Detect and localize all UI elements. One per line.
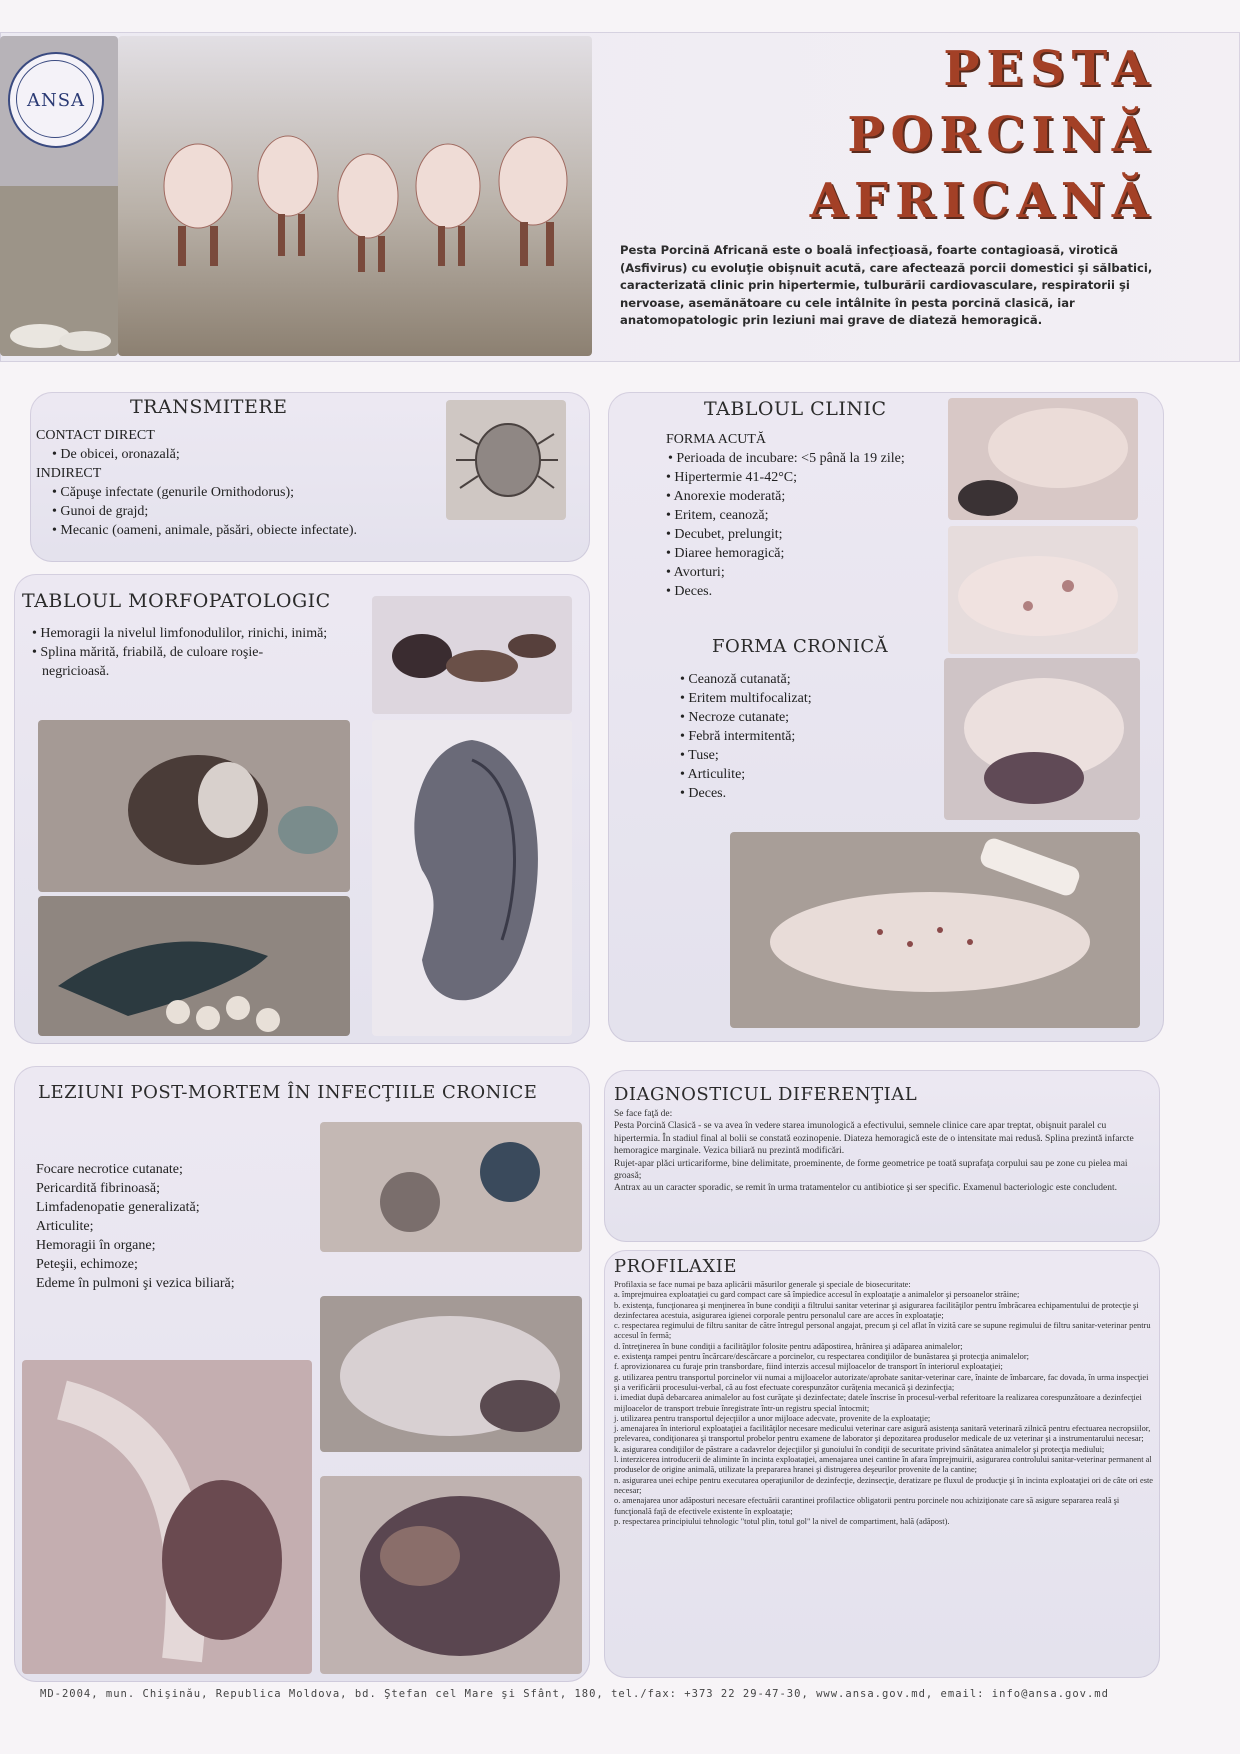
acuta-item: • Decubet, prelungit; <box>666 527 783 542</box>
cronica-item-text: Ceanoză cutanată; <box>688 672 791 687</box>
profilaxie-item: f. aprovizionarea cu furaje prin transbordare, fiind interzis accesul mijloacelor de transport în interiorul exploataţiei; <box>614 1362 1003 1372</box>
acuta-item: • Hipertermie 41-42°C; <box>666 470 798 485</box>
leziuni-photo-skin <box>320 1122 582 1252</box>
profilaxie-item: g. utilizarea pentru transportul porcinelor vii numai a mijloacelor autorizate/aprobate sanitar-veterinar care, înainte de îmbarcare, fac dovada, în urma inspecţiei şi a verificării procesului-verbal, că au fost efectuate corespunzător curăţenia mecanică şi dezinfecţia; <box>614 1372 1149 1392</box>
morfo-photo-kidney <box>372 720 572 1036</box>
indirect-item-text: Mecanic (oameni, animale, păsări, obiecte infectate). <box>60 523 357 538</box>
acuta-item-text: Eritem, ceanoză; <box>674 508 769 523</box>
indirect-item: • Gunoi de grajd; <box>52 504 149 519</box>
contact-direct-item: • De obicei, oronazală; <box>52 447 180 462</box>
morfo-list <box>30 624 330 681</box>
clinic-photo-1 <box>948 398 1138 520</box>
cronica-item-text: Eritem multifocalizat; <box>688 691 812 706</box>
profilaxie-item: n. asigurarea unei echipe pentru executarea operaţiunilor de dezinfecţie, dezinsecţie, deratizare pe fluxul de producţie şi în incinta exploataţiei ori de câte ori este necesar; <box>614 1475 1154 1495</box>
morfo-title: TABLOUL MORFOPATOLOGIC <box>22 590 331 612</box>
acuta-item-text: Anorexie moderată; <box>673 489 786 504</box>
morfo-item-text: Hemoragii la nivelul limfonodulilor, rinichi, inimă; <box>40 626 328 641</box>
contact-direct-item-text: De obicei, oronazală; <box>60 447 180 462</box>
cronica-item: • Tuse; <box>680 748 719 763</box>
clinic-photo-pig <box>730 832 1140 1028</box>
morfo-item: • Splina mărită, friabilă, de culoare roşie-negricioasă. <box>32 645 264 679</box>
ansa-logo-text: ANSA <box>26 90 86 111</box>
header-piglets-photo <box>118 36 592 356</box>
tick-photo <box>446 400 566 520</box>
leziuni-list <box>36 1160 306 1293</box>
profilaxie-item: p. respectarea principiului tehnologic "totul plin, totul gol" la nivel de compartiment, hală (adăpost). <box>614 1516 950 1526</box>
cronica-item-text: Tuse; <box>688 748 719 763</box>
cronica-item: • Eritem multifocalizat; <box>680 691 812 706</box>
leziuni-photo-organ <box>320 1476 582 1674</box>
acuta-item: • Deces. <box>666 584 713 599</box>
forma-cronica-title: FORMA CRONICĂ <box>712 636 889 657</box>
morfo-photo-lymph <box>38 720 350 892</box>
morfo-item-text: Splina mărită, friabilă, de culoare roşie-negricioasă. <box>40 645 264 679</box>
title-line-2: PORCINĂ <box>847 107 1156 163</box>
profilaxie-item: j. amenajarea în interiorul exploataţiei a facilităţilor necesare medicului veterinar care asigură asistenţa sanitară veterinară zilnică pentru efectuarea necropsiilor, prelevarea, condiţionarea şi transportul probelor pentru examene de laborator şi depozitarea produselor medicale de uz veterinar şi a instrumentarului necesar; <box>614 1424 1151 1444</box>
cronica-item: • Febră intermitentă; <box>680 729 796 744</box>
acuta-item-text: Perioada de incubare: <5 până la 19 zile; <box>676 451 905 466</box>
diagnostic-paragraph: Pesta Porcină Clasică - se va avea în vedere starea imunologică a efectivului, semnele clinice care apar treptat, obişnuit paralel cu hipertermia. În stadiul final al bolii se constată eozinopenie. Diateza hemoragică este de o intensitate mai redusă. Splina prezintă infarcte hemoragice marginale. Vezica biliară nu prezintă modificări. <box>614 1121 1134 1157</box>
ansa-logo <box>8 52 104 148</box>
indirect-item: • Mecanic (oameni, animale, păsări, obiecte infectate). <box>52 523 357 538</box>
cronica-item: • Necroze cutanate; <box>680 710 790 725</box>
profilaxie-body <box>614 1280 1154 1527</box>
leziuni-item: Articulite; <box>36 1219 94 1234</box>
diagnostic-title: DIAGNOSTICUL DIFERENŢIAL <box>614 1084 918 1105</box>
diagnostic-paragraph: Rujet-apar plăci urticariforme, bine delimitate, proeminente, de forme geometrice pe toată suprafaţa corpului sau pe zone cu pielea mai groasă; <box>614 1158 1128 1182</box>
cronica-item-text: Deces. <box>688 786 727 801</box>
acuta-item-text: Diaree hemoragică; <box>674 546 785 561</box>
clinic-photo-3 <box>944 658 1140 820</box>
profilaxie-item: o. amenajarea unor adăposturi necesare efectuării carantinei profilactice obligatorii pentru porcinele nou achiziţionate care să asigure separarea reală şi funcţională faţă de efectivele existente în exploataţie; <box>614 1496 1120 1516</box>
cronica-item-text: Febră intermitentă; <box>688 729 796 744</box>
forma-acuta-label: FORMA ACUTĂ <box>666 432 766 447</box>
cronica-list <box>680 670 930 803</box>
profilaxie-item: k. asigurarea condiţiilor de păstrare a cadavrelor dejecţiilor şi gunoiului în condiţii de securitate privind sănătatea animalelor şi protecţia mediului; <box>614 1444 1105 1454</box>
acuta-item-text: Avorturi; <box>673 565 725 580</box>
clinic-title: TABLOUL CLINIC <box>704 398 887 420</box>
morfo-photo-spleen <box>38 896 350 1036</box>
footer-address: MD-2004, mun. Chişinău, Republica Moldova, bd. Ştefan cel Mare şi Sfânt, 180, tel./fax: +373 22 29-47-30, www.ansa.gov.md, email: info@ansa.gov.md <box>40 1688 1109 1700</box>
cronica-item-text: Articulite; <box>687 767 746 782</box>
contact-direct-label: CONTACT DIRECT <box>36 428 155 443</box>
diagnostic-body <box>614 1108 1154 1195</box>
profilaxie-item: e. existenţa rampei pentru încărcare/descărcare a porcinelor, cu respectarea condiţiilor de bunăstarea şi protecţia animalelor; <box>614 1352 1029 1362</box>
leziuni-item: Limfadenopatie generalizată; <box>36 1200 200 1215</box>
indirect-item-text: Gunoi de grajd; <box>60 504 149 519</box>
profilaxie-item: l. interzicerea introducerii de aliminte în incinta exploataţiei, amenajarea unei cantine în afara împrejmuirii, asigurarea controlului sanitar-veterinar permanent al produselor de origine animală, utilizate la prepararea hranei şi distrugerea deşeurilor provenite de la cantine; <box>614 1455 1152 1475</box>
leziuni-item: Peteşii, echimoze; <box>36 1257 138 1272</box>
profilaxie-item: b. existenţa, funcţionarea şi menţinerea în bune condiţii a filtrului sanitar veterinar şi asigurarea facilităţilor pentru îmbrăcarea echipamentului de protecţie şi dezinfectarea acestuia, asigurarea igienei corporale pentru personalul care are acces în exploataţie; <box>614 1300 1139 1320</box>
morfo-photo-organs <box>372 596 572 714</box>
title-line-1: PESTA <box>943 41 1156 97</box>
title-line-3: AFRICANĂ <box>809 173 1156 229</box>
leziuni-item: Edeme în pulmoni şi vezica biliară; <box>36 1276 235 1291</box>
profilaxie-item: c. respectarea regimului de filtru sanitar de către întregul personal angajat, precum şi cel aflat în vizită care se supune regimului de filtru sanitar-veterinar pentru accesul în fermă; <box>614 1321 1151 1341</box>
acuta-item: • Avorturi; <box>666 565 725 580</box>
acuta-item: • Anorexie moderată; <box>666 489 786 504</box>
acuta-item: • Eritem, ceanoză; <box>666 508 769 523</box>
cronica-item-text: Necroze cutanate; <box>688 710 790 725</box>
acuta-item: • Diaree hemoragică; <box>666 546 785 561</box>
diagnostic-intro: Se face faţă de: <box>614 1109 673 1119</box>
transmitere-title: TRANSMITERE <box>130 396 288 418</box>
cronica-item: • Deces. <box>680 786 727 801</box>
profilaxie-title: PROFILAXIE <box>614 1256 738 1277</box>
acuta-item: • Perioada de incubare: <5 până la 19 zile; <box>668 451 905 466</box>
indirect-label: INDIRECT <box>36 466 102 481</box>
leziuni-title: LEZIUNI POST-MORTEM ÎN INFECŢIILE CRONICE <box>38 1082 538 1103</box>
acuta-item-text: Deces. <box>674 584 713 599</box>
leziuni-item: Focare necrotice cutanate; <box>36 1162 183 1177</box>
cronica-item: • Articulite; <box>680 767 746 782</box>
acuta-item-text: Decubet, prelungit; <box>674 527 783 542</box>
transmitere-content <box>36 426 436 540</box>
leziuni-item: Hemoragii în organe; <box>36 1238 156 1253</box>
profilaxie-item: j. utilizarea pentru transportul dejecţiilor a unor mijloace adecvate, provenite de la exploataţie; <box>614 1413 931 1423</box>
indirect-item: • Căpuşe infectate (genurile Ornithodorus); <box>52 485 295 500</box>
clinic-photo-2 <box>948 526 1138 654</box>
leziuni-photo-lung <box>320 1296 582 1452</box>
cronica-item: • Ceanoză cutanată; <box>680 672 791 687</box>
intro-paragraph: Pesta Porcină Africană este o boală infecţioasă, foarte contagioasă, virotică (Asfivirus) cu evoluţie obişnuit acută, care afectează porcii domestici şi sălbatici, caracterizată clinic prin hipertermie, tulburării cardiovasculare, respiratorii şi nervoase, asemănătoare cu cele intâlnite în pesta porcină clasică, iar anatomopatologic prin leziuni mai grave de diateză hemoragică. <box>620 243 1153 327</box>
morfo-item: • Hemoragii la nivelul limfonodulilor, rinichi, inimă; <box>32 626 328 641</box>
profilaxie-item: a. împrejmuirea exploataţiei cu gard compact care să împiedice accesul în exploataţie a animalelor şi persoanelor străine; <box>614 1290 1020 1300</box>
diagnostic-paragraph: Antrax au un caracter sporadic, se remit în urma tratamentelor cu antibiotice şi ser specific. Examenul bacteriologic este concludent. <box>614 1183 1118 1194</box>
acuta-list <box>666 449 936 601</box>
leziuni-item: Pericardită fibrinoasă; <box>36 1181 161 1196</box>
profilaxie-item: d. întreţinerea în bune condiţii a facilităţilor folosite pentru adăpostirea, hrănirea şi adăparea animalelor; <box>614 1341 963 1351</box>
acuta-item-text: Hipertermie 41-42°C; <box>674 470 798 485</box>
indirect-item-text: Căpuşe infectate (genurile Ornithodorus); <box>60 485 295 500</box>
leziuni-photo-carcass <box>22 1360 312 1674</box>
profilaxie-item: i. imediat după debarcarea animalelor au fost curăţate şi dezinfectate; datele înscrise în procesul-verbal referitoare la realizarea corespunzătoare a dezinfecţiei mijloacelor de transport trebuie înregistrate într-un registru special întocmit; <box>614 1393 1142 1413</box>
profilaxie-intro: Profilaxia se face numai pe baza aplicării măsurilor generale şi speciale de biosecuritate: <box>614 1280 911 1289</box>
